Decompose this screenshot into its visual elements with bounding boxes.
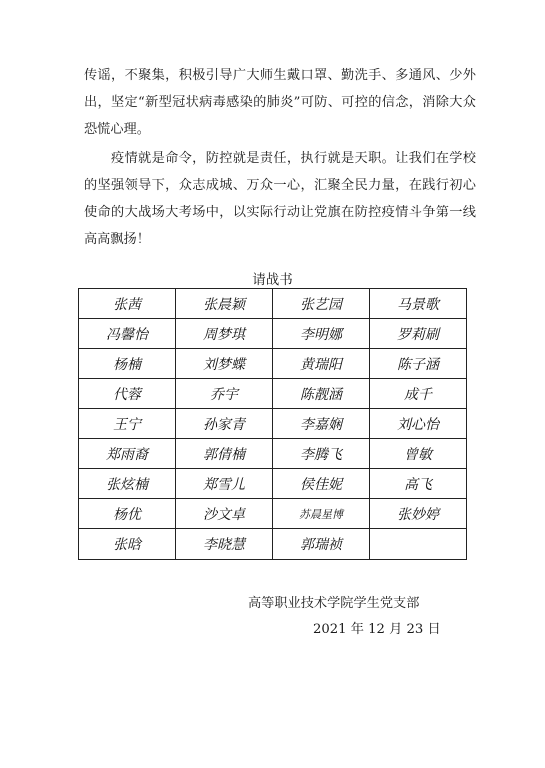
signature-cell: 李明娜	[273, 319, 370, 349]
signature-cell: 黄瑞阳	[273, 349, 370, 379]
signature-cell: 李嘉娴	[273, 409, 370, 439]
signature-cell: 代蓉	[79, 379, 176, 409]
signature-cell: 冯馨怡	[79, 319, 176, 349]
signature-cell	[370, 529, 467, 560]
signature-row	[79, 439, 467, 469]
signature-cell: 刘心怡	[370, 409, 467, 439]
signature-cell: 张晨颖	[176, 289, 273, 319]
signature-row	[79, 499, 467, 529]
petition-title: 请战书	[252, 272, 293, 288]
signature-row	[79, 289, 467, 319]
signature-cell: 陈子涵	[370, 349, 467, 379]
signature-cell: 陈靓涵	[273, 379, 370, 409]
document-date: 2021 年 12 月 23 日	[313, 622, 441, 637]
signature-cell: 张艺园	[273, 289, 370, 319]
signature-row	[79, 349, 467, 379]
signature-cell: 孙家青	[176, 409, 273, 439]
signature-cell: 李腾飞	[273, 439, 370, 469]
signature-cell: 沙文卓	[176, 499, 273, 529]
signature-cell: 李晓慧	[176, 529, 273, 560]
signature-row	[79, 529, 467, 560]
signature-cell: 成千	[370, 379, 467, 409]
signature-cell: 刘梦蝶	[176, 349, 273, 379]
signature-row	[79, 469, 467, 499]
signature-cell: 高飞	[370, 469, 467, 499]
signature-cell: 马景歌	[370, 289, 467, 319]
signature-cell: 杨优	[79, 499, 176, 529]
signature-cell: 王宁	[79, 409, 176, 439]
signature-cell: 张晗	[79, 529, 176, 560]
signature-cell: 苏晨星博	[273, 499, 370, 529]
body-paragraph-2: 疫情就是命令，防控就是责任，执行就是天职。让我们在学校的坚强领导下，众志成城、万众一心，汇聚全民力量，在践行初心使命的大战场大考场中，以实际行动让党旗在防控疫情斗争第一线高高飘扬！	[84, 151, 476, 247]
signature-cell: 郑雨裔	[79, 439, 176, 469]
body-paragraph-1: 传谣，不聚集，积极引导广大师生戴口罩、勤洗手、多通风、少外出，坚定“新型冠状病毒感染的肺炎”可防、可控的信念，消除大众恐慌心理。	[84, 68, 476, 137]
signature-cell: 张茜	[79, 289, 176, 319]
signature-table	[78, 288, 467, 560]
signature-row	[79, 319, 467, 349]
signature-cell: 张炫楠	[79, 469, 176, 499]
signature-cell: 乔宇	[176, 379, 273, 409]
signature-row	[79, 409, 467, 439]
signature-cell: 张妙婷	[370, 499, 467, 529]
signature-cell: 侯佳妮	[273, 469, 370, 499]
signature-cell: 罗莉刷	[370, 319, 467, 349]
signature-cell: 郭倩楠	[176, 439, 273, 469]
signature-cell: 郭瑞祯	[273, 529, 370, 560]
signature-cell: 郑雪儿	[176, 469, 273, 499]
signature-cell: 曾敏	[370, 439, 467, 469]
signature-row	[79, 379, 467, 409]
signature-cell: 周梦琪	[176, 319, 273, 349]
organization-name: 高等职业技术学院学生党支部	[248, 596, 420, 611]
signature-cell: 杨楠	[79, 349, 176, 379]
